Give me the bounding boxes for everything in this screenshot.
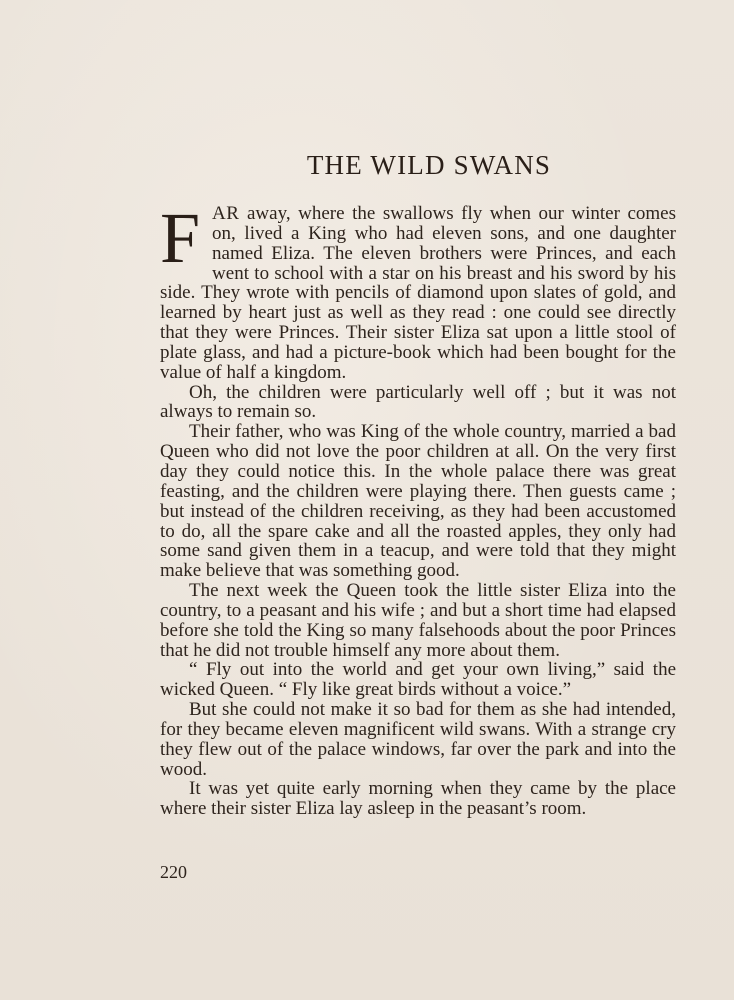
story-title-text: THE WILD SWANS: [306, 150, 552, 180]
drop-cap: F: [160, 198, 201, 278]
story-body: [160, 198, 676, 820]
paragraph-5: “ Fly out into the world and get your own living,” said the wicked Queen. “ Fly like great birds without a voice.”: [160, 659, 676, 701]
paragraph-2: Oh, the children were particularly well off ; but it was not always to remain so.: [160, 381, 676, 423]
page-number: 220: [160, 862, 187, 882]
paragraph-4: The next week the Queen took the little sister Eliza into the country, to a peasant and his wife ; and but a short time had elapsed before she told the King so many falsehoods about the poor Princes that he did not trouble himself any more about them.: [160, 580, 676, 661]
paragraph-6: But she could not make it so bad for them as she had intended, for they became eleven magnificent wild swans. With a strange cry they flew out of the palace windows, far over the park and into the wood.: [160, 699, 676, 780]
paragraph-3: Their father, who was King of the whole country, married a bad Queen who did not love the poor children at all. On the very first day they could notice this. In the whole palace there was great feasting, and the children were playing there. Then guests came ; but instead of the children receiving, as they had been accustomed to do, all the spare cake and all the roasted apples, they only had some sand given them in a teacup, and were told that they might make believe that was something good.: [160, 421, 676, 582]
first-word-caps: AR: [212, 203, 240, 224]
paragraph-1-text: away, where the swallows fly when our winter comes on, lived a King who had eleven sons, and one daughter named Eliza. The eleven brothers were Princes, and each went to school with a star on his breast and his sword by his side. They wrote with pencils of diamond upon slates of gold, and learned by heart just as well as they read : one could see directly that they were Princes. Their sister Eliza sat upon a little stool of plate glass, and had a picture-book which had been bought for the value of half a kingdom.: [160, 203, 676, 383]
paragraph-7: It was yet quite early morning when they came by the place where their sister Eliza lay asleep in the peasant’s room.: [160, 778, 676, 820]
story-title: [284, 150, 574, 181]
paragraph-1: [160, 198, 676, 383]
